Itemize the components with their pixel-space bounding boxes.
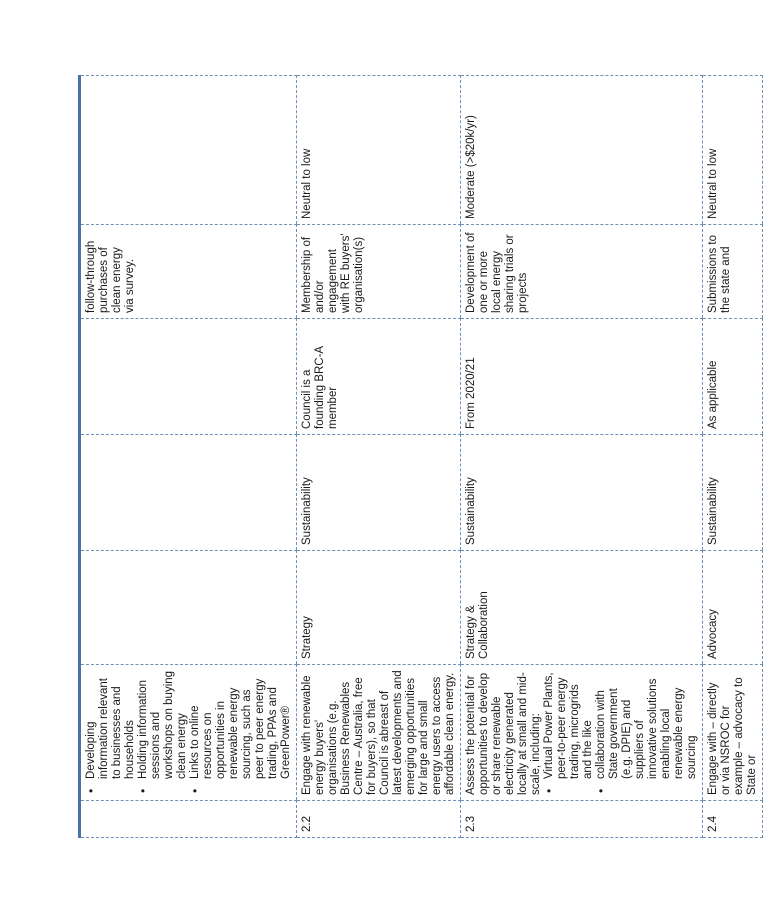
table-row xyxy=(80,76,297,838)
cost: Neutral to low xyxy=(297,76,461,225)
timeframe xyxy=(80,319,297,435)
action-bullet: • collaboration with State government (e.g. DPIE) and suppliers of innovative solutions enabling local renewable energy sourcing xyxy=(595,670,699,779)
indicator: follow-through purchases of clean energy via survey. xyxy=(80,225,297,319)
council-role: Advocacy xyxy=(703,551,763,665)
action-bullet: • Holding information sessions and workshops on buying clean energy xyxy=(137,670,189,779)
action-bullet: • Developing information relevant to businesses and households xyxy=(85,670,137,779)
table-row xyxy=(297,76,461,838)
action-description xyxy=(461,665,703,801)
table-row xyxy=(703,76,763,838)
action-number: 2.4 xyxy=(703,801,763,838)
indicator: Submissions to the state and xyxy=(703,225,763,319)
rotated-page xyxy=(78,76,758,838)
cost: Neutral to low xyxy=(703,76,763,225)
timeframe: From 2020/21 xyxy=(461,319,703,435)
council-role: Strategy & Collaboration xyxy=(461,551,703,665)
action-description xyxy=(80,665,297,801)
action-bullet-list xyxy=(543,670,699,795)
action-description: Engage with – directly or via NSROC for example – advocacy to State or xyxy=(703,665,763,801)
responsibility: Sustainability xyxy=(297,435,461,551)
council-role: Strategy xyxy=(297,551,461,665)
action-plan-table xyxy=(78,75,763,838)
action-bullet-list xyxy=(85,670,293,795)
table-row xyxy=(461,76,703,838)
indicator: Development of one or more local energy sharing trials or projects xyxy=(461,225,703,319)
cost xyxy=(80,76,297,225)
council-role xyxy=(80,551,297,665)
action-bullet: • Links to online resources on opportunities in renewable energy sourcing, such as peer to peer energy trading, PPAs and GreenPower® xyxy=(189,670,293,779)
action-bullet: • Virtual Power Plants, peer-to-peer energy trading, microgrids and the like xyxy=(543,670,595,779)
action-description: Engage with renewable energy buyers' organisations (e.g. Business Renewables Centre – Australia, free for buyers), so that Council is abreast of latest developments and emerging opportunities for large and small energy users to access affordable clean energy. xyxy=(297,665,461,801)
action-number: 2.3 xyxy=(461,801,703,838)
indicator: Membership of and/or engagement with RE buyers' organisation(s) xyxy=(297,225,461,319)
timeframe: As applicable xyxy=(703,319,763,435)
responsibility: Sustainability xyxy=(703,435,763,551)
action-number: 2.2 xyxy=(297,801,461,838)
responsibility: Sustainability xyxy=(461,435,703,551)
responsibility xyxy=(80,435,297,551)
timeframe: Council is a founding BRC-A member xyxy=(297,319,461,435)
cost: Moderate (>$20k/yr) xyxy=(461,76,703,225)
action-intro: Assess the potential for opportunities to develop or share renewable electricity generated locally at small and mid-scale, including: xyxy=(465,672,542,795)
action-number xyxy=(80,801,297,838)
